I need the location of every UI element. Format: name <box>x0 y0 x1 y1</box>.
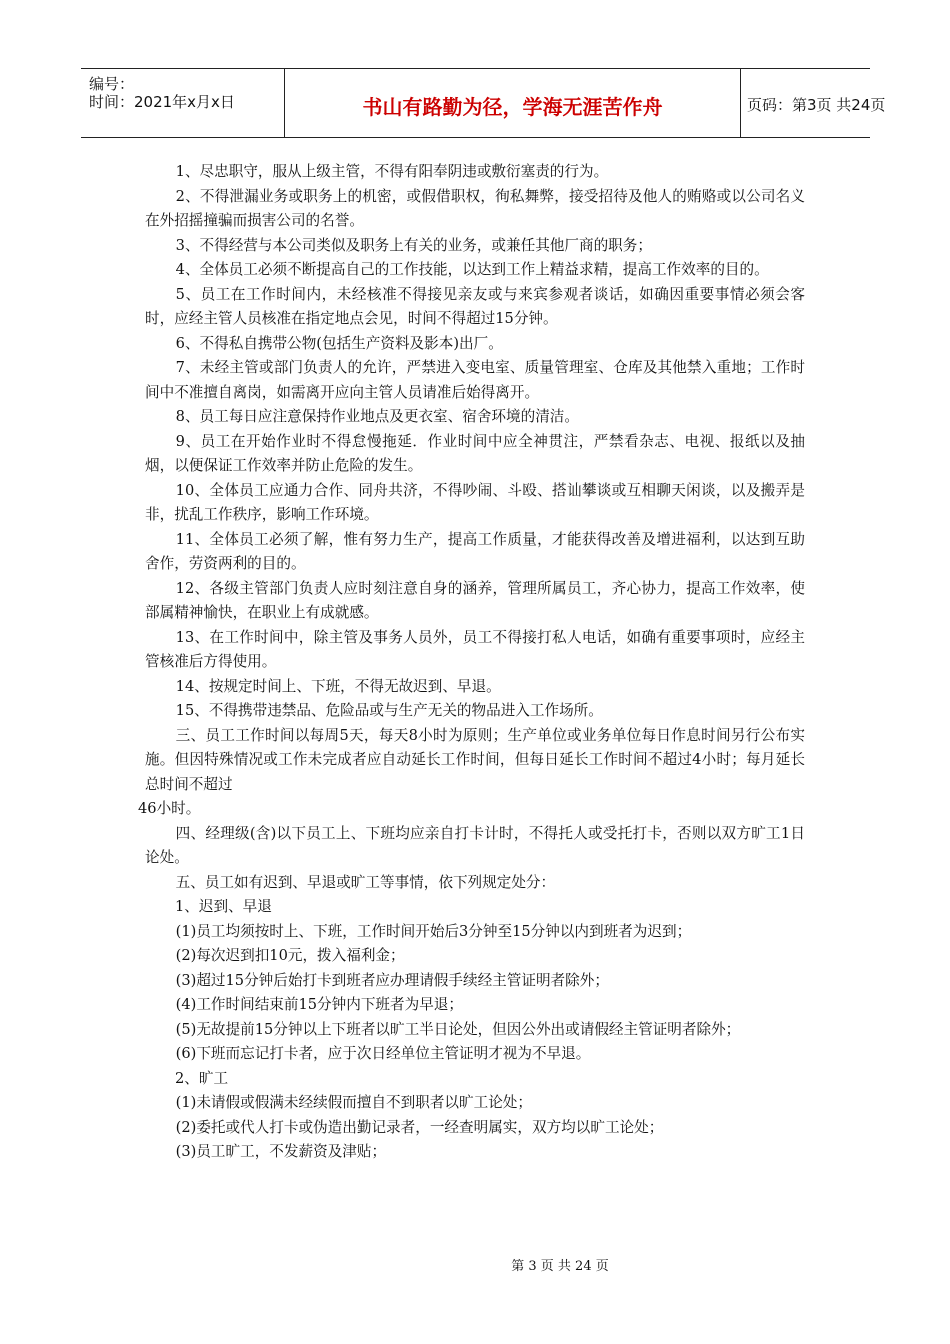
header-motto-cell <box>285 69 741 137</box>
footer-page-number: 第 3 页 共 24 页 <box>511 1259 609 1274</box>
article-item: 13、在工作时间中，除主管及事务人员外，员工不得接打私人电话，如确有重要事项时，应经主管核准后方得使用。 <box>145 628 805 670</box>
article-item: 8、员工每日应注意保持作业地点及更衣室、宿舍环境的清洁。 <box>175 408 579 425</box>
rule-item: (6)下班而忘记打卡者，应于次日经单位主管证明才视为不早退。 <box>175 1045 591 1062</box>
rule-item: (1)未请假或假满未经续假而擅自不到职者以旷工论处； <box>175 1094 532 1111</box>
article-item: 7、未经主管或部门负责人的允许，严禁进入变电室、质量管理室、仓库及其他禁入重地；工作时间中不准擅自离岗，如需离开应向主管人员请准后始得离开。 <box>145 359 805 401</box>
rule-item: (1)员工均须按时上、下班，工作时间开始后3分钟至15分钟以内到班者为迟到； <box>175 922 692 940</box>
rule-item: (5)无故提前15分钟以上下班者以旷工半日论处，但因公外出或请假经主管证明者除外； <box>175 1020 741 1038</box>
rule-item: (2)委托或代人打卡或伪造出勤记录者，一经查明属实，双方均以旷工论处； <box>175 1118 664 1136</box>
rule-item: (3)员工旷工，不发薪资及津贴； <box>175 1143 387 1160</box>
section-paragraph: 三、员工工作时间以每周5天，每天8小时为原则；生产单位或业务单位每日作息时间另行公布实施。但因特殊情况或工作未完成者应自动延长工作时间，但每日延长工作时间不超过4小时；每月延长总时间不超过 <box>145 726 805 793</box>
article-item: 12、各级主管部门负责人应时刻注意自身的涵养，管理所属员工，齐心协力，提高工作效率，使部属精神愉快，在职业上有成就感。 <box>145 579 805 621</box>
rule-item: (2)每次迟到扣10元，拨入福利金； <box>175 947 405 964</box>
header-motto: 书山有路勤为径，学海无涯苦作舟 <box>362 95 663 119</box>
article-item: 6、不得私自携带公物(包括生产资料及影本)出厂。 <box>175 334 503 352</box>
header-page-cell <box>741 69 886 137</box>
page-header <box>81 68 886 138</box>
section-paragraph: 五、员工如有迟到、早退或旷工等事情，依下列规定处分： <box>175 873 556 891</box>
article-item: 3、不得经营与本公司类似及职务上有关的业务，或兼任其他厂商的职务； <box>175 236 652 254</box>
document-number-label: 编号： <box>89 75 135 93</box>
article-item: 4、全体员工必须不断提高自己的工作技能，以达到工作上精益求精，提高工作效率的目的。 <box>175 261 769 278</box>
article-item: 11、全体员工必须了解，惟有努力生产，提高工作质量，才能获得改善及增进福利，以达到互助舍作，劳资两利的目的。 <box>145 530 805 572</box>
rule-item: (4)工作时间结束前15分钟内下班者为早退； <box>175 996 463 1013</box>
article-item: 15、不得携带违禁品、危险品或与生产无关的物品进入工作场所。 <box>175 702 603 719</box>
subsection-heading: 2、旷工 <box>175 1069 229 1087</box>
section-paragraph: 四、经理级(含)以下员工上、下班均应亲自打卡计时，不得托人或受托打卡，否则以双方旷工1日论处。 <box>145 824 805 866</box>
section-paragraph-continuation: 46小时。 <box>138 800 201 817</box>
article-item: 1、尽忠职守，服从上级主管，不得有阳奉阴违或敷衍塞责的行为。 <box>175 163 609 180</box>
header-info-cell <box>81 69 285 137</box>
article-item: 5、员工在工作时间内，未经核准不得接见亲友或与来宾参观者谈话，如确因重要事情必须会客时，应经主管人员核准在指定地点会见，时间不得超过15分钟。 <box>145 285 805 327</box>
article-item: 9、员工在开始作业时不得怠慢拖延．作业时间中应全神贯注，严禁看杂志、电视、报纸以及抽烟，以便保证工作效率并防止危险的发生。 <box>145 432 805 474</box>
header-page-number: 页码：第3页 共24页 <box>747 96 886 114</box>
document-body <box>138 160 805 1165</box>
article-item: 14、按规定时间上、下班，不得无故迟到、早退。 <box>175 677 501 695</box>
rule-item: (3)超过15分钟后始打卡到班者应办理请假手续经主管证明者除外； <box>175 971 609 989</box>
document-date-label: 时间：2021年x月x日 <box>89 93 235 111</box>
article-item: 2、不得泄漏业务或职务上的机密，或假借职权，徇私舞弊，接受招待及他人的贿赂或以公司名义在外招摇撞骗而损害公司的名誉。 <box>145 187 805 229</box>
page-footer <box>0 1255 950 1274</box>
article-item: 10、全体员工应通力合作、同舟共济，不得吵闹、斗殴、搭讪攀谈或互相聊天闲谈，以及搬弄是非，扰乱工作秩序，影响工作环境。 <box>145 481 805 523</box>
subsection-heading: 1、迟到、早退 <box>175 898 272 915</box>
